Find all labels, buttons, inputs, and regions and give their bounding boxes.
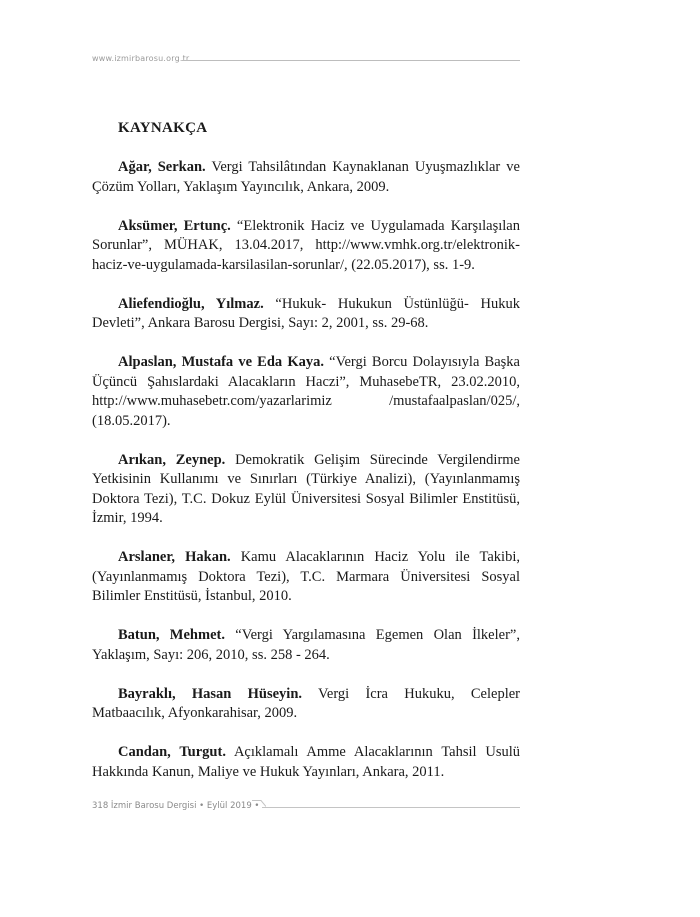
reference-item (92, 626, 520, 665)
reference-item (92, 353, 520, 431)
footer-page-info: 318 İzmir Barosu Dergisi • Eylül 2019 • (92, 801, 260, 811)
reference-author: Arslaner, Hakan. (118, 549, 231, 565)
reference-author: Batun, Mehmet. (118, 627, 225, 643)
reference-text: Kamu Alacaklarının Haciz Yolu ile Takibi, (Yayınlanmamış Doktora Tezi), T.C. Marmara Üniversitesi Sosyal Bilimler Enstitüsü, İstanbul, 2010. (92, 549, 520, 604)
reference-author: Aliefendioğlu, Yılmaz. (118, 295, 264, 312)
reference-text: “Elektronik Haciz ve Uygulamada Karşılaşılan Sorunlar”, MÜHAK, 13.04.2017, http://www.vmhk.org.tr/elektronik-haciz-ve-uygulamada-karsilasilan-sorunlar/, (22.05.2017), ss. 1-9. (92, 217, 520, 273)
reference-text: Demokratik Gelişim Sürecinde Vergilendirme Yetkisinin Kullanımı ve Sınırları (Türkiye Analizi), (Yayınlanmamış Doktora Tezi), T.C. Dokuz Eylül Üniversitesi Sosyal Bilimler Enstitüsü, İzmir, 1994. (92, 451, 520, 526)
reference-item (92, 743, 520, 782)
reference-author: Alpaslan, Mustafa ve Eda Kaya. (118, 354, 324, 370)
reference-text: Vergi İcra Hukuku, Celepler Matbaacılık, Afyonkarahisar, 2009. (92, 685, 520, 721)
footer-ornament (252, 800, 266, 807)
reference-text: “Hukuk- Hukukun Üstünlüğü- Hukuk Devleti”, Ankara Barosu Dergisi, Sayı: 2, 2001, ss. 29-68. (92, 295, 520, 331)
reference-item (92, 217, 520, 276)
reference-text: “Vergi Borcu Dolayısıyla Başka Üçüncü Şahıslardaki Alacakların Haczi”, MuhasebeTR, 23.02.2010, http://www.muhasebetr.com/yazarlarimiz /mustafaalpaslan/025/, (18.05.2017). (92, 354, 520, 429)
footer-divider (262, 807, 520, 808)
header-divider (182, 60, 520, 61)
reference-author: Aksümer, Ertunç. (118, 217, 231, 234)
reference-author: Arıkan, Zeynep. (118, 451, 226, 468)
reference-author: Ağar, Serkan. (118, 159, 206, 175)
reference-item (92, 451, 520, 529)
reference-author: Bayraklı, Hasan Hüseyin. (118, 685, 303, 702)
reference-text: Açıklamalı Amme Alacaklarının Tahsil Usulü Hakkında Kanun, Maliye ve Hukuk Yayınları, Ankara, 2011. (92, 744, 520, 780)
reference-text: Vergi Tahsilâtından Kaynaklanan Uyuşmazlıklar ve Çözüm Yolları, Yaklaşım Yayıncılık, Ankara, 2009. (92, 159, 520, 195)
reference-item (92, 685, 520, 724)
header-url: www.izmirbarosu.org.tr (92, 54, 190, 63)
reference-text: “Vergi Yargılamasına Egemen Olan İlkeler”, Yaklaşım, Sayı: 206, 2010, ss. 258 - 264. (92, 627, 520, 663)
section-title: KAYNAKÇA (118, 120, 208, 136)
reference-list (92, 158, 520, 802)
reference-author: Candan, Turgut. (118, 744, 226, 760)
reference-item (92, 158, 520, 197)
reference-item (92, 295, 520, 334)
reference-item (92, 548, 520, 607)
